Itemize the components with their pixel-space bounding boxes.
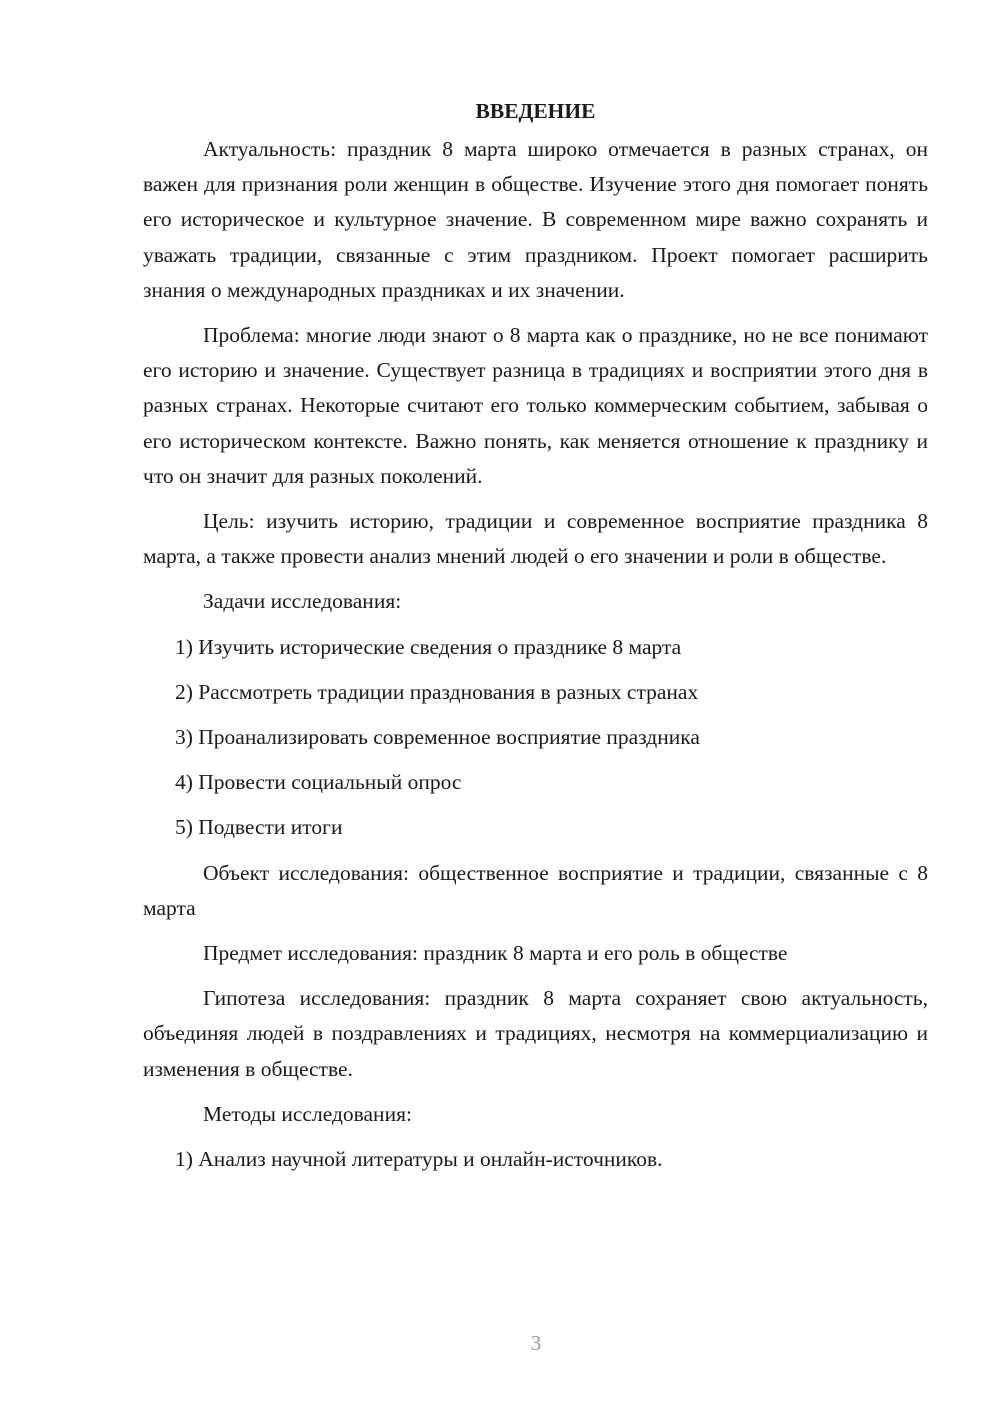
- goal-paragraph: Цель: изучить историю, традиции и современное восприятие праздника 8 марта, а также провести анализ мнений людей о его значении и роли в обществе.: [143, 509, 928, 569]
- task-item: 1) Изучить исторические сведения о празднике 8 марта: [175, 634, 682, 659]
- tasks-heading: Задачи исследования:: [203, 589, 402, 614]
- page-title: ВВЕДЕНИЕ: [475, 99, 596, 123]
- method-item: 1) Анализ научной литературы и онлайн-источников.: [175, 1147, 663, 1172]
- task-item: 3) Проанализировать современное восприятие праздника: [175, 725, 700, 750]
- task-item: 2) Рассмотреть традиции празднования в разных странах: [175, 679, 699, 704]
- hypothesis-paragraph: Гипотеза исследования: праздник 8 марта сохраняет свою актуальность, объединяя людей в поздравлениях и традициях, несмотря на коммерциализацию и изменения в обществе.: [143, 986, 928, 1081]
- subject-paragraph: Предмет исследования: праздник 8 марта и его роль в обществе: [203, 941, 788, 966]
- relevance-paragraph: Актуальность: праздник 8 марта широко отмечается в разных странах, он важен для признания роли женщин в обществе. Изучение этого дня помогает понять его историческое и культурное значение. В современном мире важно сохранять и уважать традиции, связанные с этим праздником. Проект помогает расширить знания о международных праздниках и их значении.: [143, 137, 928, 302]
- problem-paragraph: Проблема: многие люди знают о 8 марта как о празднике, но не все понимают его историю и значение. Существует разница в традициях и восприятии этого дня в разных странах. Некоторые считают его только коммерческим событием, забывая о его историческом контексте. Важно понять, как меняется отношение к празднику и что он значит для разных поколений.: [143, 323, 928, 488]
- object-paragraph: Объект исследования: общественное восприятие и традиции, связанные с 8 марта: [143, 860, 928, 920]
- task-item: 4) Провести социальный опрос: [175, 770, 462, 795]
- page-number: 3: [530, 1331, 542, 1355]
- task-item: 5) Подвести итоги: [175, 815, 343, 840]
- methods-heading: Методы исследования:: [203, 1101, 412, 1126]
- document-page: [143, 96, 928, 1187]
